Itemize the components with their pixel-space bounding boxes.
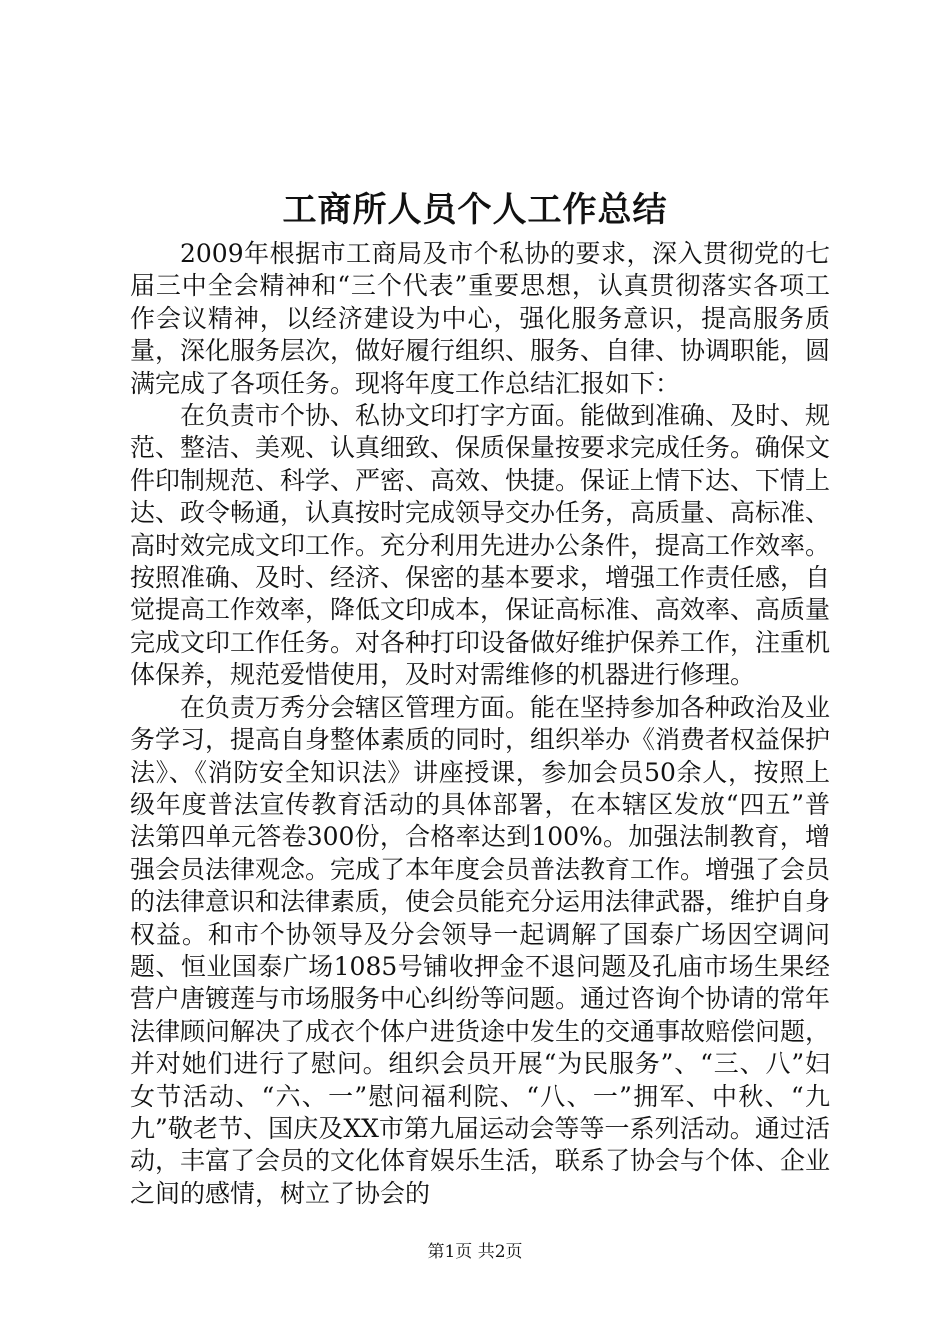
document-title: 工商所人员个人工作总结 xyxy=(282,190,668,230)
paragraph-intro: 2009年根据市工商局及市个私协的要求，深入贯彻党的七届三中全会精神和“三个代表”重要思想，认真贯彻落实各项工作会议精神，以经济建设为中心，强化服务意识，提高服务质量，深化服务层次，做好履行组织、服务、自律、协调职能，圆满完成了各项任务。现将年度工作总结汇报如下： xyxy=(130,239,831,398)
page-number-footer: 第1页 共2页 xyxy=(427,1242,523,1262)
document-body xyxy=(130,238,830,1210)
paragraph-district-management: 在负责万秀分会辖区管理方面。能在坚持参加各种政治及业务学习，提高自身整体素质的同时，组织举办《消费者权益保护法》、《消防安全知识法》讲座授课，参加会员50余人，按照上级年度普法宣传教育活动的具体部署，在本辖区发放“四五”普法第四单元答卷300份，合格率达到100%。加强法制教育，增强会员法律观念。完成了本年度会员普法教育工作。增强了会员的法律意识和法律素质，使会员能充分运用法律武器，维护自身权益。和市个协领导及分会领导一起调解了国泰广场因空调问题、恒业国泰广场1085号铺收押金不退问题及孔庙市场生果经营户唐镀莲与市场服务中心纠纷等问题。通过咨询个协请的常年法律顾问解决了成衣个体户进货途中发生的交通事故赔偿问题，并对她们进行了慰问。组织会员开展“为民服务”、“三、八”妇女节活动、“六、一”慰问福利院、“八、一”拥军、中秋、“九九”敬老节、国庆及XX市第九届运动会等等一系列活动。通过活动，丰富了会员的文化体育娱乐生活，联系了协会与个体、企业之间的感情，树立了协会的 xyxy=(130,692,831,1208)
paragraph-printing: 在负责市个协、私协文印打字方面。能做到准确、及时、规范、整洁、美观、认真细致、保质保量按要求完成任务。确保文件印制规范、科学、严密、高效、快捷。保证上情下达、下情上达、政令畅通，认真按时完成领导交办任务，高质量、高标准、高时效完成文印工作。充分利用先进办公条件，提高工作效率。按照准确、及时、经济、保密的基本要求，增强工作责任感，自觉提高工作效率，降低文印成本，保证高标准、高效率、高质量完成文印工作任务。对各种打印设备做好维护保养工作，注重机体保养，规范爱惜使用，及时对需维修的机器进行修理。 xyxy=(130,401,831,690)
